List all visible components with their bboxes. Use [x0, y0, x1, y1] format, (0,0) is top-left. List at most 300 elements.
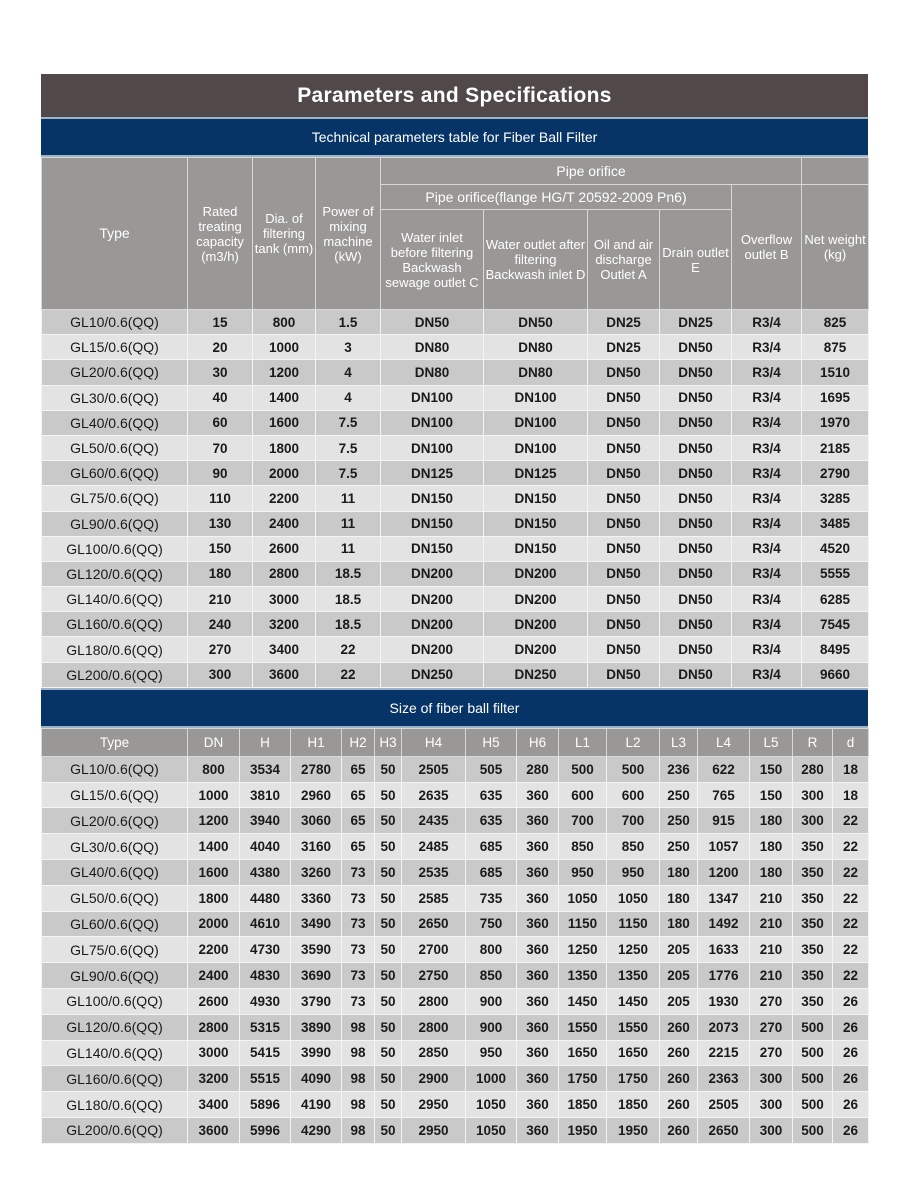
table-cell: R3/4 — [732, 410, 802, 435]
table-row — [42, 486, 869, 511]
table-cell: 1550 — [559, 1014, 607, 1040]
table-cell: 500 — [793, 1117, 833, 1143]
table-cell: 1695 — [802, 385, 869, 410]
size-col-header: H3 — [375, 728, 402, 756]
table-cell: 205 — [660, 937, 698, 963]
table-cell: 600 — [607, 782, 660, 808]
table-cell: 50 — [375, 782, 402, 808]
table-cell: 1450 — [559, 988, 607, 1014]
table-cell: 260 — [660, 1117, 698, 1143]
table-cell: 4730 — [240, 937, 291, 963]
technical-table-title: Technical parameters table for Fiber Ball Filter — [41, 117, 868, 157]
table-cell: 500 — [793, 1066, 833, 1092]
table-cell: 50 — [375, 911, 402, 937]
table-cell: R3/4 — [732, 511, 802, 536]
table-cell: 22 — [833, 963, 869, 989]
table-cell: DN50 — [660, 536, 732, 561]
table-cell: 2185 — [802, 435, 869, 460]
table-row — [42, 385, 869, 410]
table-cell: 50 — [375, 988, 402, 1014]
table-cell: 73 — [342, 937, 375, 963]
table-cell: 1950 — [607, 1117, 660, 1143]
table-cell: DN150 — [484, 486, 588, 511]
table-cell: 26 — [833, 1014, 869, 1040]
size-col-header: H5 — [466, 728, 517, 756]
table-cell: DN50 — [660, 587, 732, 612]
table-cell: R3/4 — [732, 587, 802, 612]
table-cell: 73 — [342, 988, 375, 1014]
table-cell: 180 — [660, 885, 698, 911]
table-row — [42, 511, 869, 536]
table-cell: DN150 — [484, 511, 588, 536]
table-cell: 360 — [517, 1040, 559, 1066]
table-cell: 98 — [342, 1066, 375, 1092]
table-cell: 5896 — [240, 1092, 291, 1118]
table-cell: 3940 — [240, 808, 291, 834]
table-cell: 50 — [375, 1040, 402, 1066]
table-cell: 5315 — [240, 1014, 291, 1040]
table-cell: 1510 — [802, 360, 869, 385]
table-cell: 7.5 — [316, 410, 381, 435]
table-cell: 9660 — [802, 662, 869, 687]
table-cell: 6285 — [802, 587, 869, 612]
table-cell: DN150 — [484, 536, 588, 561]
table-cell: 1150 — [607, 911, 660, 937]
table-cell: R3/4 — [732, 335, 802, 360]
table-cell: 18.5 — [316, 587, 381, 612]
model-type-cell: GL200/0.6(QQ) — [42, 662, 188, 687]
table-cell: 50 — [375, 937, 402, 963]
table-cell: 360 — [517, 963, 559, 989]
table-cell: 850 — [466, 963, 517, 989]
model-type-cell: GL15/0.6(QQ) — [42, 335, 188, 360]
table-cell: 1650 — [607, 1040, 660, 1066]
size-col-header: L2 — [607, 728, 660, 756]
table-cell: DN50 — [588, 511, 660, 536]
table-cell: 1750 — [607, 1066, 660, 1092]
table-cell: 1050 — [466, 1092, 517, 1118]
table-cell: 2585 — [402, 885, 466, 911]
table-cell: 635 — [466, 782, 517, 808]
table-cell: 2400 — [253, 511, 316, 536]
table-cell: 8495 — [802, 637, 869, 662]
table-cell: 1050 — [559, 885, 607, 911]
table-cell: 280 — [517, 756, 559, 782]
table-cell: 4 — [316, 360, 381, 385]
table-cell: R3/4 — [732, 435, 802, 460]
group-header-pipe-orifice: Pipe orifice — [381, 158, 802, 185]
table-cell: 4 — [316, 385, 381, 410]
table-cell: DN50 — [660, 486, 732, 511]
table-cell: 26 — [833, 1040, 869, 1066]
table-row — [42, 1040, 869, 1066]
table-cell: 300 — [188, 662, 253, 687]
table-cell: 50 — [375, 834, 402, 860]
table-cell: 350 — [793, 988, 833, 1014]
table-cell: 50 — [375, 885, 402, 911]
table-cell: 800 — [188, 756, 240, 782]
table-cell: 3400 — [188, 1092, 240, 1118]
table-cell: DN50 — [588, 587, 660, 612]
table-cell: 350 — [793, 963, 833, 989]
table-cell: 7.5 — [316, 435, 381, 460]
table-cell: 98 — [342, 1014, 375, 1040]
table-cell: 150 — [188, 536, 253, 561]
table-cell: 765 — [698, 782, 750, 808]
table-cell: 2960 — [291, 782, 342, 808]
table-cell: 735 — [466, 885, 517, 911]
technical-parameters-table — [41, 157, 869, 688]
table-cell: 205 — [660, 963, 698, 989]
table-cell: DN25 — [588, 310, 660, 335]
table-cell: 4480 — [240, 885, 291, 911]
spec-sheet — [41, 74, 868, 1144]
table-cell: 300 — [750, 1066, 793, 1092]
table-cell: 500 — [607, 756, 660, 782]
table-cell: 2800 — [402, 988, 466, 1014]
table-cell: 210 — [750, 885, 793, 911]
table-cell: 210 — [750, 937, 793, 963]
table-cell: 1250 — [559, 937, 607, 963]
table-row — [42, 963, 869, 989]
table-cell: R3/4 — [732, 561, 802, 586]
table-cell: DN100 — [484, 385, 588, 410]
table-cell: DN50 — [588, 360, 660, 385]
table-cell: 270 — [188, 637, 253, 662]
table-row — [42, 911, 869, 937]
table-cell: 11 — [316, 486, 381, 511]
table-cell: DN50 — [588, 536, 660, 561]
table-cell: 26 — [833, 1066, 869, 1092]
table-cell: DN80 — [484, 360, 588, 385]
table-cell: 4090 — [291, 1066, 342, 1092]
table-cell: 500 — [559, 756, 607, 782]
table-cell: 2215 — [698, 1040, 750, 1066]
table-cell: 1950 — [559, 1117, 607, 1143]
table-cell: DN200 — [381, 637, 484, 662]
table-cell: DN200 — [381, 561, 484, 586]
col-header-diameter: Dia. of filtering tank (mm) — [253, 158, 316, 310]
table-cell: 18.5 — [316, 612, 381, 637]
table-cell: 4290 — [291, 1117, 342, 1143]
table-cell: 2950 — [402, 1092, 466, 1118]
table-cell: DN200 — [484, 612, 588, 637]
table-cell: 18 — [833, 782, 869, 808]
table-cell: DN100 — [381, 385, 484, 410]
table-cell: 270 — [750, 1040, 793, 1066]
table-cell: 360 — [517, 988, 559, 1014]
model-type-cell: GL120/0.6(QQ) — [42, 561, 188, 586]
table-cell: 2600 — [188, 988, 240, 1014]
table-cell: 1050 — [466, 1117, 517, 1143]
table-row — [42, 1014, 869, 1040]
model-type-cell: GL140/0.6(QQ) — [42, 1040, 188, 1066]
table-cell: 1400 — [188, 834, 240, 860]
table-cell: 2650 — [402, 911, 466, 937]
table-cell: 350 — [793, 834, 833, 860]
table-cell: 22 — [833, 911, 869, 937]
table-cell: 1350 — [559, 963, 607, 989]
table-cell: 210 — [750, 911, 793, 937]
table-cell: DN100 — [484, 435, 588, 460]
model-type-cell: GL10/0.6(QQ) — [42, 310, 188, 335]
table-cell: 73 — [342, 885, 375, 911]
table-cell: DN25 — [588, 335, 660, 360]
table-cell: 600 — [559, 782, 607, 808]
table-cell: 1.5 — [316, 310, 381, 335]
table-cell: 180 — [750, 834, 793, 860]
table-row — [42, 587, 869, 612]
table-cell: 800 — [253, 310, 316, 335]
table-cell: R3/4 — [732, 612, 802, 637]
table-row — [42, 1066, 869, 1092]
table-cell: DN50 — [660, 612, 732, 637]
size-col-header: L4 — [698, 728, 750, 756]
table-cell: 3485 — [802, 511, 869, 536]
table-cell: DN200 — [381, 587, 484, 612]
table-cell: DN50 — [588, 662, 660, 687]
table-cell: 26 — [833, 1117, 869, 1143]
model-type-cell: GL15/0.6(QQ) — [42, 782, 188, 808]
table-cell: 4610 — [240, 911, 291, 937]
table-cell: 30 — [188, 360, 253, 385]
table-cell: 26 — [833, 1092, 869, 1118]
table-cell: 3990 — [291, 1040, 342, 1066]
table-cell: 50 — [375, 1092, 402, 1118]
table-cell: 2200 — [188, 937, 240, 963]
table-cell: 22 — [316, 637, 381, 662]
table-cell: DN100 — [381, 410, 484, 435]
table-cell: 350 — [793, 911, 833, 937]
table-cell: DN50 — [660, 360, 732, 385]
table-cell: DN200 — [484, 587, 588, 612]
model-type-cell: GL180/0.6(QQ) — [42, 637, 188, 662]
table-cell: 4190 — [291, 1092, 342, 1118]
table-cell: 2600 — [253, 536, 316, 561]
table-cell: 1600 — [188, 860, 240, 886]
table-cell: DN50 — [588, 410, 660, 435]
table-cell: 825 — [802, 310, 869, 335]
table-cell: 300 — [750, 1117, 793, 1143]
table-row — [42, 612, 869, 637]
table-cell: 2073 — [698, 1014, 750, 1040]
table-cell: 1000 — [466, 1066, 517, 1092]
table-cell: 98 — [342, 1117, 375, 1143]
table-cell: DN150 — [381, 536, 484, 561]
table-cell: 5415 — [240, 1040, 291, 1066]
table-cell: DN50 — [588, 612, 660, 637]
model-type-cell: GL40/0.6(QQ) — [42, 860, 188, 886]
table-row — [42, 561, 869, 586]
table-cell: 2200 — [253, 486, 316, 511]
table-cell: 210 — [750, 963, 793, 989]
table-cell: 1000 — [188, 782, 240, 808]
table-cell: 360 — [517, 834, 559, 860]
table-cell: 850 — [607, 834, 660, 860]
table-cell: DN50 — [660, 435, 732, 460]
table-cell: 4040 — [240, 834, 291, 860]
table-row — [42, 435, 869, 460]
table-cell: 110 — [188, 486, 253, 511]
table-cell: DN100 — [381, 435, 484, 460]
size-col-header: H2 — [342, 728, 375, 756]
table-cell: 1776 — [698, 963, 750, 989]
table-cell: 2000 — [253, 461, 316, 486]
table-cell: 350 — [793, 860, 833, 886]
size-col-header: H — [240, 728, 291, 756]
page-title: Parameters and Specifications — [41, 74, 868, 117]
table-cell: 1800 — [253, 435, 316, 460]
table-cell: 210 — [188, 587, 253, 612]
table-cell: 3260 — [291, 860, 342, 886]
table-cell: 1492 — [698, 911, 750, 937]
table-cell: 22 — [833, 860, 869, 886]
model-type-cell: GL20/0.6(QQ) — [42, 808, 188, 834]
table-cell: 360 — [517, 1066, 559, 1092]
table-cell: 1650 — [559, 1040, 607, 1066]
table-cell: 65 — [342, 834, 375, 860]
col-header-capacity: Rated treating capacity (m3/h) — [188, 158, 253, 310]
table-cell: 1000 — [253, 335, 316, 360]
model-type-cell: GL90/0.6(QQ) — [42, 511, 188, 536]
table-row — [42, 834, 869, 860]
table-cell: 3600 — [253, 662, 316, 687]
table-cell: 2485 — [402, 834, 466, 860]
table-cell: DN200 — [381, 612, 484, 637]
table-cell: 2800 — [188, 1014, 240, 1040]
table-row — [42, 988, 869, 1014]
size-table — [41, 728, 869, 1144]
table-cell: DN100 — [484, 410, 588, 435]
table-cell: 2535 — [402, 860, 466, 886]
table-cell: 3000 — [188, 1040, 240, 1066]
model-type-cell: GL120/0.6(QQ) — [42, 1014, 188, 1040]
table-cell: 11 — [316, 511, 381, 536]
size-col-header: Type — [42, 728, 188, 756]
model-type-cell: GL160/0.6(QQ) — [42, 612, 188, 637]
table-cell: 1200 — [698, 860, 750, 886]
table-cell: 3400 — [253, 637, 316, 662]
table-cell: 360 — [517, 860, 559, 886]
table-row — [42, 360, 869, 385]
table-cell: 50 — [375, 1066, 402, 1092]
table-cell: 1970 — [802, 410, 869, 435]
table-cell: R3/4 — [732, 461, 802, 486]
table-cell: 800 — [466, 937, 517, 963]
table-cell: 1400 — [253, 385, 316, 410]
table-cell: 260 — [660, 1040, 698, 1066]
table-cell: 50 — [375, 756, 402, 782]
table-cell: 180 — [750, 860, 793, 886]
table-cell: 360 — [517, 782, 559, 808]
table-cell: 685 — [466, 860, 517, 886]
table-row — [42, 410, 869, 435]
table-cell: 3160 — [291, 834, 342, 860]
model-type-cell: GL160/0.6(QQ) — [42, 1066, 188, 1092]
table-cell: 2850 — [402, 1040, 466, 1066]
table-cell: 360 — [517, 1092, 559, 1118]
table-cell: 240 — [188, 612, 253, 637]
table-cell: 50 — [375, 860, 402, 886]
table-cell: 20 — [188, 335, 253, 360]
table-cell: DN50 — [588, 486, 660, 511]
table-cell: 2435 — [402, 808, 466, 834]
table-cell: 260 — [660, 1014, 698, 1040]
table-cell: 5515 — [240, 1066, 291, 1092]
table-cell: 685 — [466, 834, 517, 860]
table-cell: 1930 — [698, 988, 750, 1014]
table-cell: 500 — [793, 1014, 833, 1040]
size-col-header: d — [833, 728, 869, 756]
size-col-header: L5 — [750, 728, 793, 756]
table-cell: 1057 — [698, 834, 750, 860]
table-row — [42, 782, 869, 808]
col-header-power: Power of mixing machine (kW) — [316, 158, 381, 310]
col-header-weight: Net weight (kg) — [802, 185, 869, 310]
table-cell: 3285 — [802, 486, 869, 511]
table-cell: 1750 — [559, 1066, 607, 1092]
table-cell: 1200 — [188, 808, 240, 834]
table-cell: DN150 — [381, 511, 484, 536]
table-cell: 1347 — [698, 885, 750, 911]
size-col-header: H6 — [517, 728, 559, 756]
size-col-header: H1 — [291, 728, 342, 756]
table-cell: 875 — [802, 335, 869, 360]
table-cell: 50 — [375, 963, 402, 989]
table-cell: 360 — [517, 885, 559, 911]
table-cell: 205 — [660, 988, 698, 1014]
table-cell: 3600 — [188, 1117, 240, 1143]
table-cell: 60 — [188, 410, 253, 435]
table-cell: 2363 — [698, 1066, 750, 1092]
table-cell: 505 — [466, 756, 517, 782]
table-cell: 3200 — [253, 612, 316, 637]
size-col-header: L1 — [559, 728, 607, 756]
table-cell: 900 — [466, 1014, 517, 1040]
table-cell: 270 — [750, 1014, 793, 1040]
table-cell: 500 — [793, 1040, 833, 1066]
table-cell: 300 — [750, 1092, 793, 1118]
table-cell: 2700 — [402, 937, 466, 963]
model-type-cell: GL40/0.6(QQ) — [42, 410, 188, 435]
table-cell: R3/4 — [732, 360, 802, 385]
table-cell: 50 — [375, 1117, 402, 1143]
table-cell: 50 — [375, 1014, 402, 1040]
table-cell: DN250 — [381, 662, 484, 687]
table-cell: 3490 — [291, 911, 342, 937]
table-cell: DN50 — [660, 662, 732, 687]
table-cell: 73 — [342, 860, 375, 886]
table-cell: 50 — [375, 808, 402, 834]
table-cell: DN50 — [660, 385, 732, 410]
table-row — [42, 860, 869, 886]
table-cell: 65 — [342, 782, 375, 808]
table-cell: 900 — [466, 988, 517, 1014]
table-cell: 700 — [559, 808, 607, 834]
model-type-cell: GL60/0.6(QQ) — [42, 461, 188, 486]
table-cell: 2800 — [253, 561, 316, 586]
table-cell: 150 — [750, 782, 793, 808]
model-type-cell: GL10/0.6(QQ) — [42, 756, 188, 782]
table-cell: R3/4 — [732, 662, 802, 687]
table-cell: R3/4 — [732, 310, 802, 335]
table-cell: 180 — [750, 808, 793, 834]
col-header-type: Type — [42, 158, 188, 310]
table-cell: 2635 — [402, 782, 466, 808]
table-cell: 65 — [342, 756, 375, 782]
table-cell: 260 — [660, 1066, 698, 1092]
table-cell: DN200 — [484, 561, 588, 586]
